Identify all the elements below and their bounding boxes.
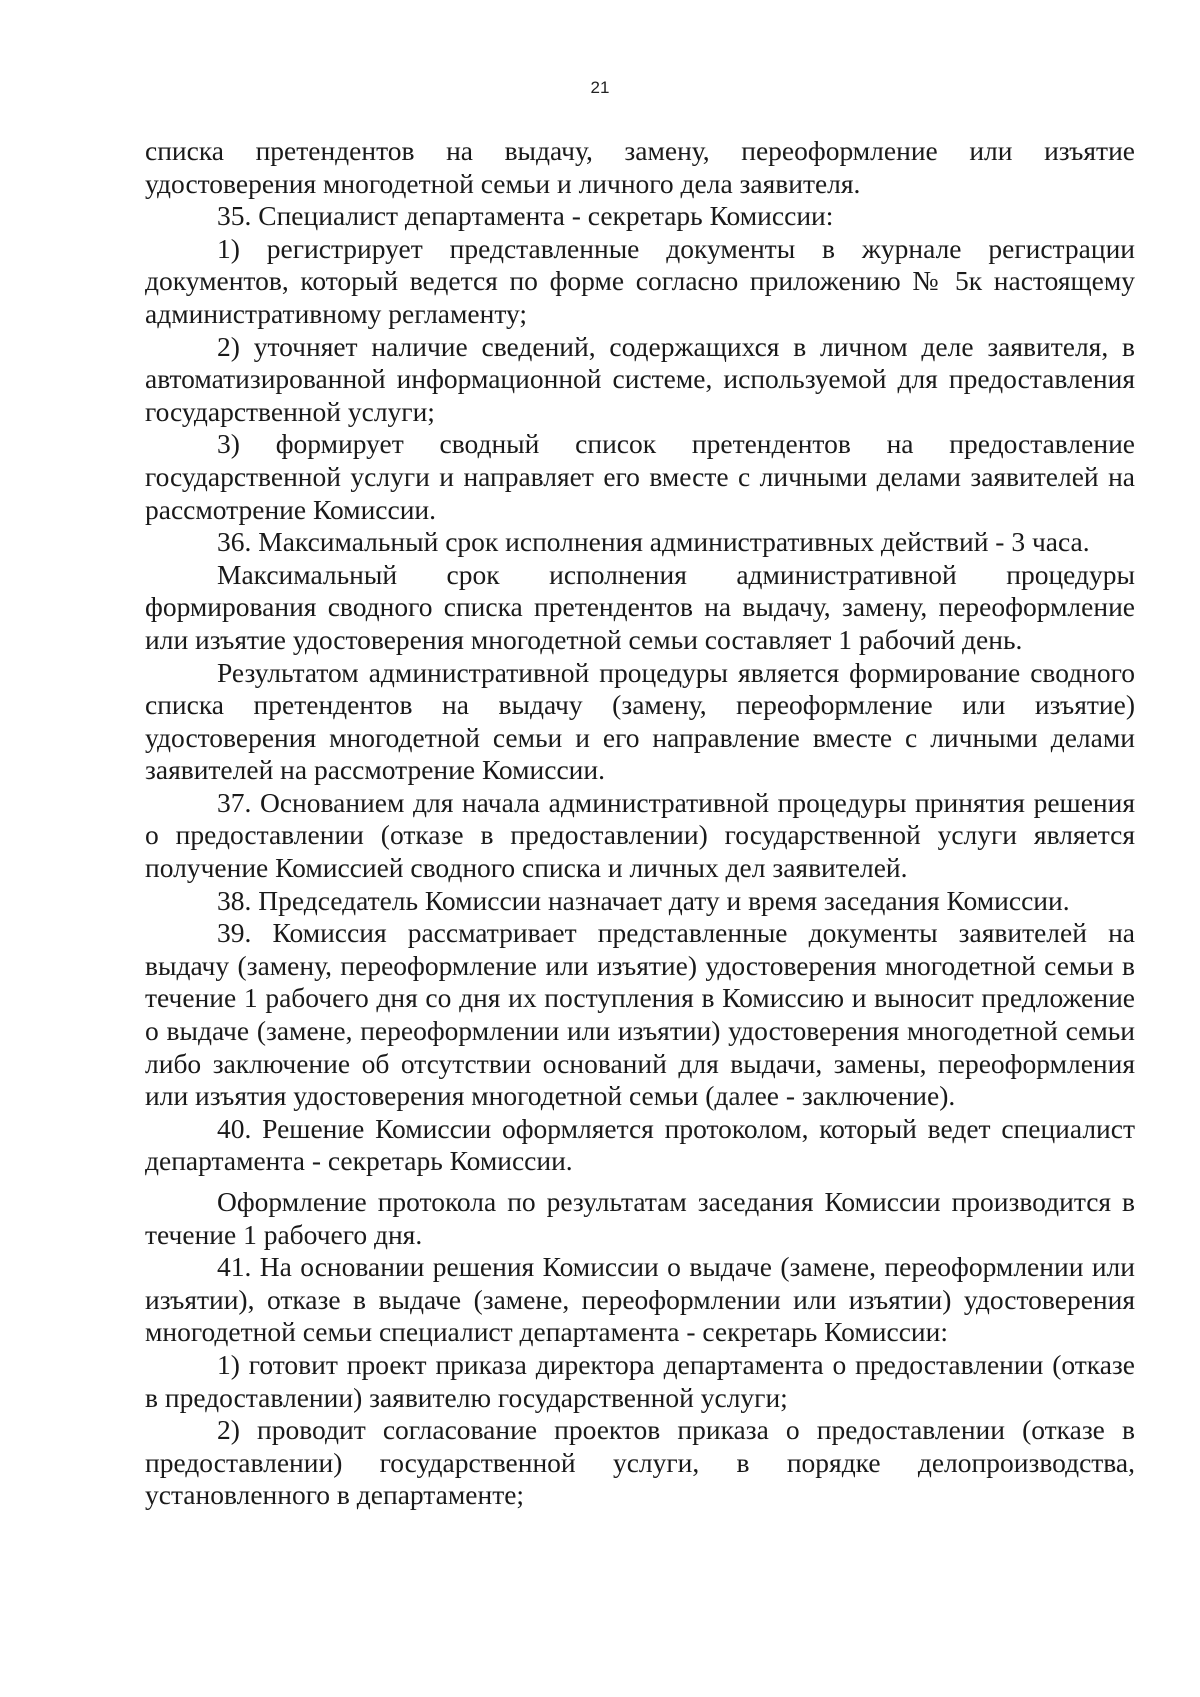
paragraph-protocol: Оформление протокола по результатам заседания Комиссии производится в течение 1 рабочего дня. bbox=[145, 1186, 1135, 1250]
paragraph-result: Результатом административной процедуры является формирование сводного списка претендентов на выдачу (замену, переоформление или изъятие) удостоверения многодетной семьи и его направление вместе с личными делами заявителей на рассмотрение Комиссии. bbox=[145, 656, 1135, 786]
paragraph-item-37: 37. Основанием для начала административной процедуры принятия решения о предоставлении (отказе в предоставлении) государственной услуги является получение Комиссией сводного списка и личных дел заявителей. bbox=[145, 786, 1135, 884]
paragraph-subitem-35-2: 2) уточняет наличие сведений, содержащихся в личном деле заявителя, в автоматизированной информационной системе, используемой для предоставления государственной услуги; bbox=[145, 330, 1135, 427]
paragraph-subitem-35-1: 1) регистрирует представленные документы в журнале регистрации документов, который ведется по форме согласно приложению № 5к настоящему административному регламенту; bbox=[145, 232, 1135, 329]
document-body bbox=[145, 135, 1135, 1512]
paragraph-subitem-35-3: 3) формирует сводный список претендентов на предоставление государственной услуги и направляет его вместе с личными делами заявителей на рассмотрение Комиссии. bbox=[145, 428, 1135, 525]
paragraph-item-35: 35. Специалист департамента - секретарь Комиссии: bbox=[217, 200, 834, 232]
paragraph-item-41: 41. На основании решения Комиссии о выдаче (замене, переоформлении или изъятии), отказе в выдаче (замене, переоформлении или изъятии) удостоверения многодетной семьи специалист департамента - секретарь Комиссии: bbox=[145, 1251, 1135, 1348]
paragraph-item-38: 38. Председатель Комиссии назначает дату и время заседания Комиссии. bbox=[217, 884, 1070, 916]
paragraph-max-time: Максимальный срок исполнения административной процедуры формирования сводного списка претендентов на выдачу, замену, переоформление или изъятие удостоверения многодетной семьи составляет 1 рабочий день. bbox=[145, 558, 1135, 655]
paragraph-subitem-41-1: 1) готовит проект приказа директора департамента о предоставлении (отказе в предоставлении) заявителю государственной услуги; bbox=[145, 1348, 1135, 1413]
paragraph-item-36: 36. Максимальный срок исполнения административных действий - 3 часа. bbox=[217, 526, 1090, 558]
paragraph-item-39: 39. Комиссия рассматривает представленные документы заявителей на выдачу (замену, переоформление или изъятие) удостоверения многодетной семьи в течение 1 рабочего дня со дня их поступления в Комиссию и выносит предложение о выдаче (замене, переоформлении или изъятии) удостоверения многодетной семьи либо заключение об отсутствии оснований для выдачи, замены, переоформления или изъятия удостоверения многодетной семьи (далее - заключение). bbox=[145, 917, 1135, 1112]
paragraph-subitem-41-2: 2) проводит согласование проектов приказа о предоставлении (отказе в предоставлении) государственной услуги, в порядке делопроизводства, установленного в департаменте; bbox=[145, 1414, 1135, 1511]
page-number: 21 bbox=[590, 78, 610, 97]
paragraph-item-40: 40. Решение Комиссии оформляется протоколом, который ведет специалист департамента - секретарь Комиссии. bbox=[145, 1112, 1135, 1177]
paragraph-continuation: списка претендентов на выдачу, замену, переоформление или изъятие удостоверения многодетной семьи и личного дела заявителя. bbox=[145, 135, 1135, 199]
